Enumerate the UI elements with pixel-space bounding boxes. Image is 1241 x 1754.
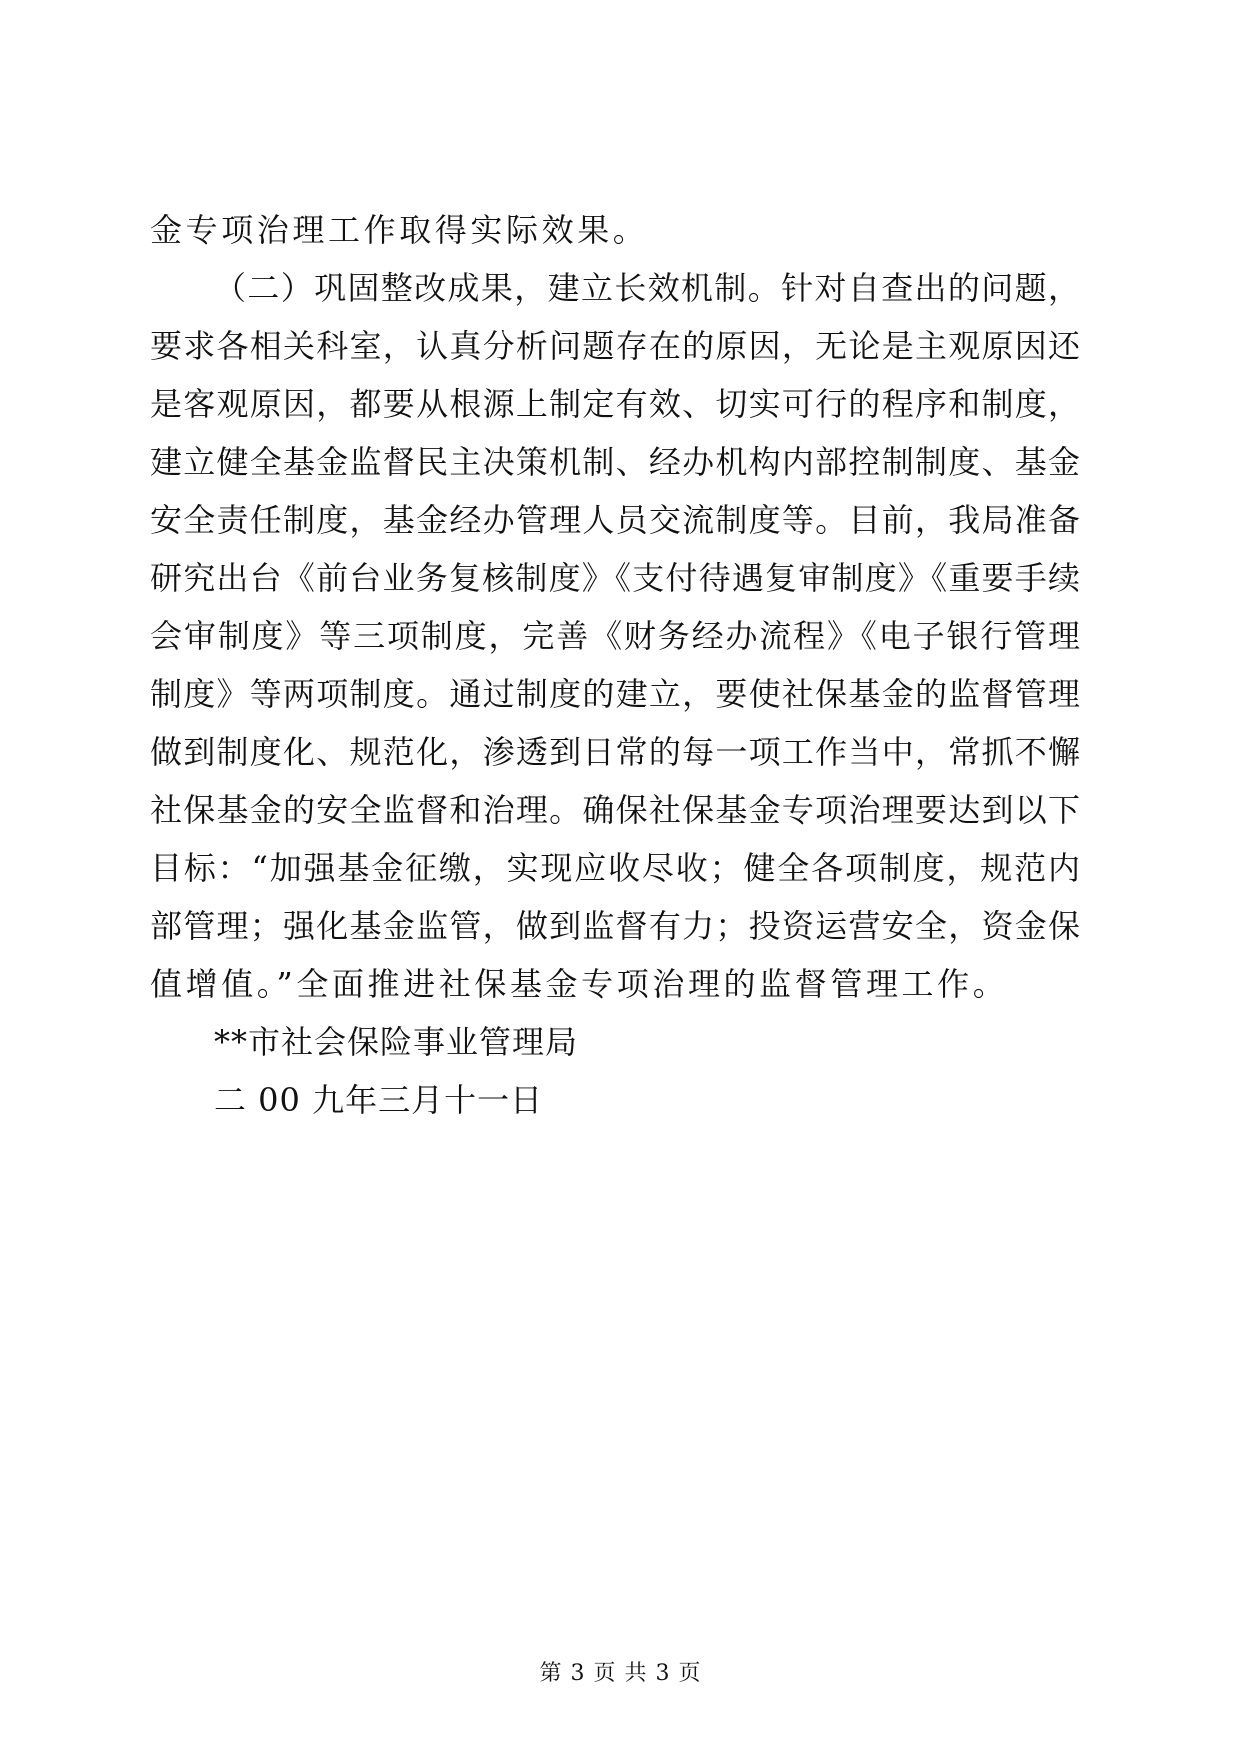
paragraph-line-12: 部管理；强化基金监管，做到监督有力；投资运营安全，资金保 <box>150 907 1080 945</box>
paragraph-line-5: 安全责任制度，基金经办管理人员交流制度等。目前，我局准备 <box>150 501 1080 539</box>
paragraph-line-10: 社保基金的安全监督和治理。确保社保基金专项治理要达到以下 <box>150 791 1080 829</box>
paragraph-line-9: 做到制度化、规范化，渗透到日常的每一项工作当中，常抓不懈 <box>150 733 1080 771</box>
paragraph-line-7: 会审制度》等三项制度，完善《财务经办流程》《电子银行管理 <box>150 617 1080 655</box>
paragraph-line-4: 建立健全基金监督民主决策机制、经办机构内部控制制度、基金 <box>150 443 1080 481</box>
date-line: 二 00 九年三月十一日 <box>214 1081 544 1119</box>
paragraph-line-3: 是客观原因，都要从根源上制定有效、切实可行的程序和制度， <box>150 385 1080 423</box>
paragraph-line-2: 要求各相关科室，认真分析问题存在的原因，无论是主观原因还 <box>150 327 1080 365</box>
paragraph-line-1: （二）巩固整改成果，建立长效机制。针对自查出的问题， <box>214 269 1080 307</box>
paragraph-line-13: 值增值。”全面推进社保基金专项治理的监督管理工作。 <box>150 965 1009 1003</box>
paragraph-line-11: 目标：“加强基金征缴，实现应收尽收；健全各项制度，规范内 <box>150 849 1080 887</box>
page-footer: 第 3 页 共 3 页 <box>539 1661 702 1686</box>
paragraph-line-6: 研究出台《前台业务复核制度》《支付待遇复审制度》《重要手续 <box>150 559 1080 597</box>
paragraph-line-8: 制度》等两项制度。通过制度的建立，要使社保基金的监督管理 <box>150 675 1080 713</box>
signature-line: **市社会保险事业管理局 <box>214 1023 579 1061</box>
continuation-line: 金专项治理工作取得实际效果。 <box>150 211 649 249</box>
